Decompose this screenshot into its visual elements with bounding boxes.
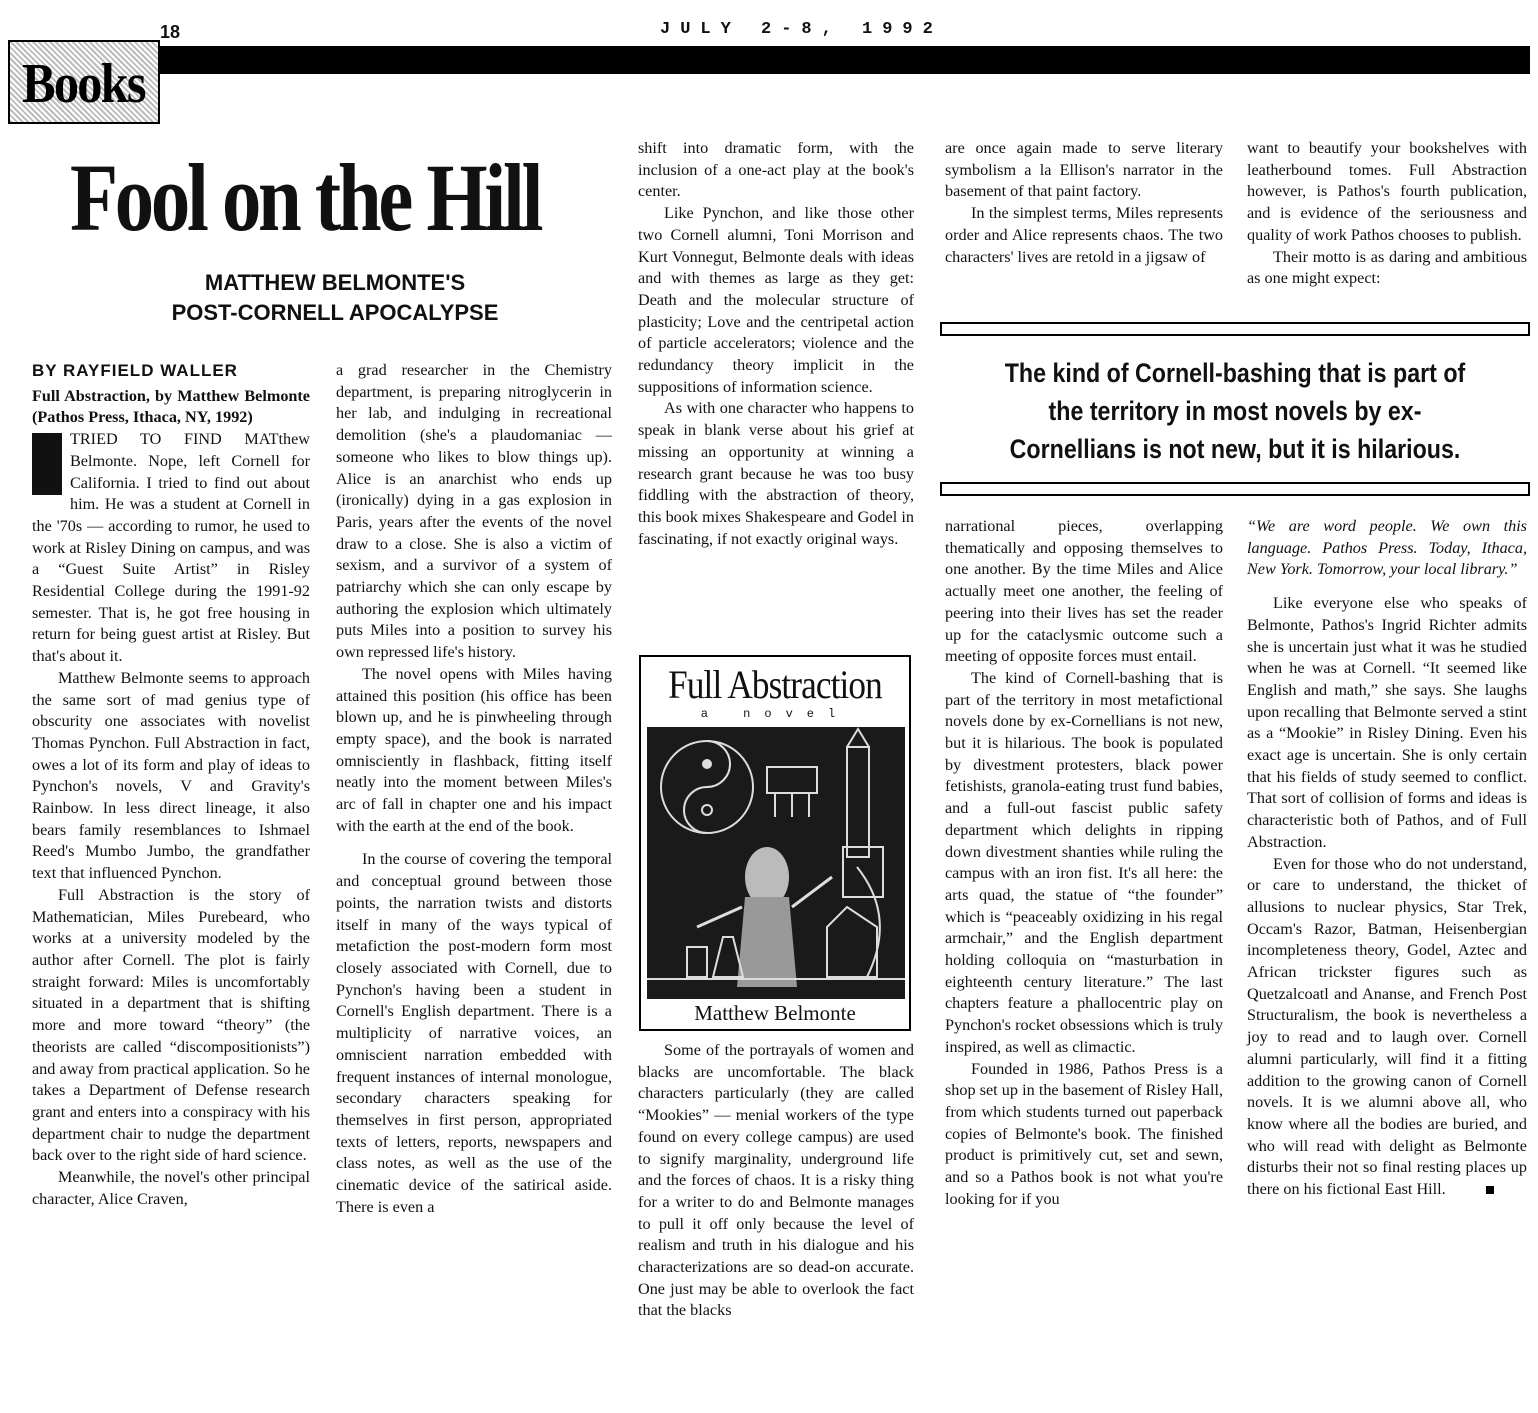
- paragraph: As with one character who happens to speak in blank verse about his grief at missing an opportunity at winning a research grant because he was too busy fiddling with the abstraction of theory, this book mixes Shakespeare and Godel in fascinating, if not exactly original ways.: [638, 399, 914, 548]
- cover-illustration-art: [647, 727, 905, 999]
- paragraph: want to beautify your bookshelves with leatherbound tomes. Full Abstraction however, is Pathos's fourth publication, and is evidence of the seriousness and quality of work Pathos chooses to publish.: [1247, 139, 1527, 244]
- section-label: Books: [22, 53, 145, 115]
- paragraph: Like everyone else who speaks of Belmonte, Pathos's Ingrid Richter admits she is uncertain just what it was he studied when he was at Cornell. “It seemed like English and math,” she says. She laughs upon recalling that Belmonte served a stint as a “Mookie” in Risley Dining. Even his exact age is uncertain. She is only certain that his fields of study seemed to conflict. That sort of collision of forms and ideas is characteristic both of Pathos, and of Full Abstraction.: [1247, 594, 1527, 851]
- paragraph: a grad researcher in the Chemistry department, is preparing nitroglycerin in her lab, and indulging in recreational demolition (she's a plaudomaniac — someone who likes to blow things up). Alice is an anarchist who ends up (ironically) dying in a gas explosion in Paris, years after the events of the novel draw to a close. She is also a victim of sexism, and a survivor of a system of patriarchy which she can only escape by authoring the explosion which ultimately puts Miles into a position to survey his own repressed life's history.: [336, 361, 612, 662]
- end-mark: [1486, 1186, 1494, 1194]
- paragraph: Like Pynchon, and like those other two Cornell alumni, Toni Morrison and Kurt Vonnegut, Belmonte deals with ideas and with themes as large as they get: Death and the molecular structure of plasticity; Love and the centripetal action of particle accelerators; violence and the redundancy theory implicit in the suppositions of information science.: [638, 204, 914, 396]
- header-rule: [155, 46, 1530, 74]
- paragraph: Even for those who do not understand, or care to understand, the thicket of allusions to nuclear physics, Star Trek, Occam's Razor, Batman, Heisenbergian incompleteness theory, Godel, Aztec and African trickster figures such as Quetzalcoatl and Ananse, and French Post Structuralism, the book is nevertheless a joy to read and to laugh over. Cornell alumni particularly, will find it a fitting addition to the growing canon of Cornell novels. It is we alumni above all, who know where all the bodies are buried, and who will read with delight as Belmonte disturbs their not so final resting places up there on his fictional East Hill.: [1247, 854, 1527, 1199]
- paragraph: Matthew Belmonte seems to approach the same sort of mad genius type of obscurity one associates with novelist Thomas Pynchon. Full Abstraction in fact, owes a lot of its form and play of ideas to Pynchon's novels, V and Gravity's Rainbow. In less direct lineage, it also bears family resemblances to Ishmael Reed's Mumbo Jumbo, the grandfather text that influenced Pynchon.: [32, 668, 310, 883]
- page-number: 18: [160, 22, 181, 42]
- column-5-top: [1247, 138, 1527, 290]
- paragraph: Some of the portrayals of women and blacks are uncomfortable. The black characters particularly (they are called “Mookies” — menial workers of the type found on every college campus) are used to signify marginality, underground life and the forces of chaos. It is a risky thing for a writer to do and Belmonte manages to pull it off only because the level of realism and truth in his dialogue and his characterizations are so dead-on accurate. One just may be able to overlook the fact that the blacks: [638, 1041, 914, 1320]
- book-info: Full Abstraction, by Matthew Belmonte (Pathos Press, Ithaca, NY, 1992): [32, 386, 310, 427]
- book-cover-image: [639, 655, 911, 1031]
- column-3-bottom: [638, 1040, 914, 1322]
- paragraph: The kind of Cornell-bashing that is part of the territory in most metafictional novels done by ex-Cornellians is not new, but it is hilarious. The book is populated by divestment protesters, black power fetishists, granola-eating trust fund babies, and a full-out fascist public safety department which delights in ripping down divestment shanties while ruling the campus with an iron fist. It's all here: the arts quad, the statue of “the founder” which is “peaceably oxidizing in his regal armchair,” and the English department holding colloquia on “masturbation in eighteenth century literature.” The last chapters feature a phallocentric play on Pynchon's rocket obsessions which is truly inspired, as well as climactic.: [945, 668, 1223, 1056]
- paragraph: I TRIED TO FIND MATthew Belmonte. Nope, left Cornell for California. I tried to find out about him. He was a student at Cornell in the '70s — according to rumor, he used to work at Risley Dining on campus, and was a “Guest Suite Artist” in Risley Residential College during the 1991-92 semester. That is, he got free housing in return for being guest artist at Risley. But that's about it.: [32, 424, 310, 666]
- paragraph: Meanwhile, the novel's other principal character, Alice Craven,: [32, 1168, 310, 1208]
- column-2: [336, 360, 612, 1218]
- cover-illustration: [647, 727, 905, 999]
- cover-author: Matthew Belmonte: [694, 1001, 856, 1025]
- column-3: [638, 138, 914, 550]
- column-4: [945, 516, 1223, 1211]
- paragraph: are once again made to serve literary symbolism a la Ellison's narrator in the basement of that paint factory.: [945, 139, 1223, 201]
- drop-cap: I: [32, 433, 62, 495]
- pull-quote-box: [940, 318, 1530, 500]
- dateline: JULY 2-8, 1992: [660, 20, 943, 39]
- paragraph: Their motto is as daring and ambitious as one might expect:: [1247, 247, 1527, 288]
- cover-title: Full Abstraction: [668, 662, 882, 707]
- pull-quote-rule-bottom: [940, 482, 1530, 496]
- paragraph: shift into dramatic form, with the inclusion of a one-act play at the book's center.: [638, 139, 914, 201]
- subhead-line-2: POST-CORNELL APOCALYPSE: [171, 300, 499, 325]
- paragraph: Full Abstraction is the story of Mathematician, Miles Purebeard, who works at a university modeled by the author after Cornell. The plot is fairly straight forward: Miles is uncomfortably situated in a department that is shifting more and more toward “theory” (the theorists are called “discompositionists”) and away from practical application. So he takes a Department of Defense research grant and enters into a conspiracy with his department chair to nudge the department back over to the right side of hard science.: [32, 885, 310, 1165]
- paragraph: Founded in 1986, Pathos Press is a shop set up in the basement of Risley Hall, from which students turned out paperback copies of Belmonte's book. The finished product is primitively cut, set and sewn, and so a Pathos book is not what you're looking for if you: [945, 1059, 1223, 1208]
- pull-quote: The kind of Cornell-bashing that is part of the territory in most novels by ex-Cornellians is not new, but it is hilarious.: [1004, 358, 1466, 464]
- cover-subtitle: a novel: [700, 707, 850, 721]
- column-4-top: [945, 138, 1223, 268]
- paragraph: narrational pieces, overlapping thematically and opposing themselves to one another. By the time Miles and Alice actually meet one another, the feeling of peering into their lives has set the reader up for the cataclysmic outcome such a meeting of opposite forces must entail.: [945, 517, 1223, 666]
- section-tag: [8, 40, 160, 124]
- headline: Fool on the Hill: [70, 144, 541, 251]
- column-1: [32, 360, 310, 1210]
- motto-quote: “We are word people. We own this language. Pathos Press. Today, Ithaca, New York. Tomorrow, your local library.”: [1247, 517, 1527, 579]
- column-5: [1247, 516, 1527, 1201]
- subhead-line-1: MATTHEW BELMONTE'S: [204, 270, 466, 295]
- pull-quote-rule-top: [940, 322, 1530, 336]
- paragraph: In the simplest terms, Miles represents order and Alice represents chaos. The two characters' lives are retold in a jigsaw of: [945, 204, 1223, 266]
- byline: BY RAYFIELD WALLER: [32, 361, 238, 380]
- paragraph: The novel opens with Miles having attained this position (his office has been blown up, and he is pinwheeling through empty space), and the book is narrated omnisciently in flashback, fitting itself neatly into the moment between Miles's arc of fall in chapter one and his impact with the earth at the end of the book.: [336, 664, 612, 835]
- paragraph: In the course of covering the temporal and conceptual ground between those points, the narration twists and distorts itself in many of the ways typical of metafiction the post-modern form most closely associated with Cornell, due to Pynchon's having been a student in Cornell's English department. There is a multiplicity of narrative voices, an omniscient narration embedded with frequent instances of internal monologue, secondary characters speaking for themselves in first person, appropriated texts of letters, reports, newspapers and class notes, as well as the use of the cinematic device of the satirical aside. There is even a: [336, 850, 612, 1216]
